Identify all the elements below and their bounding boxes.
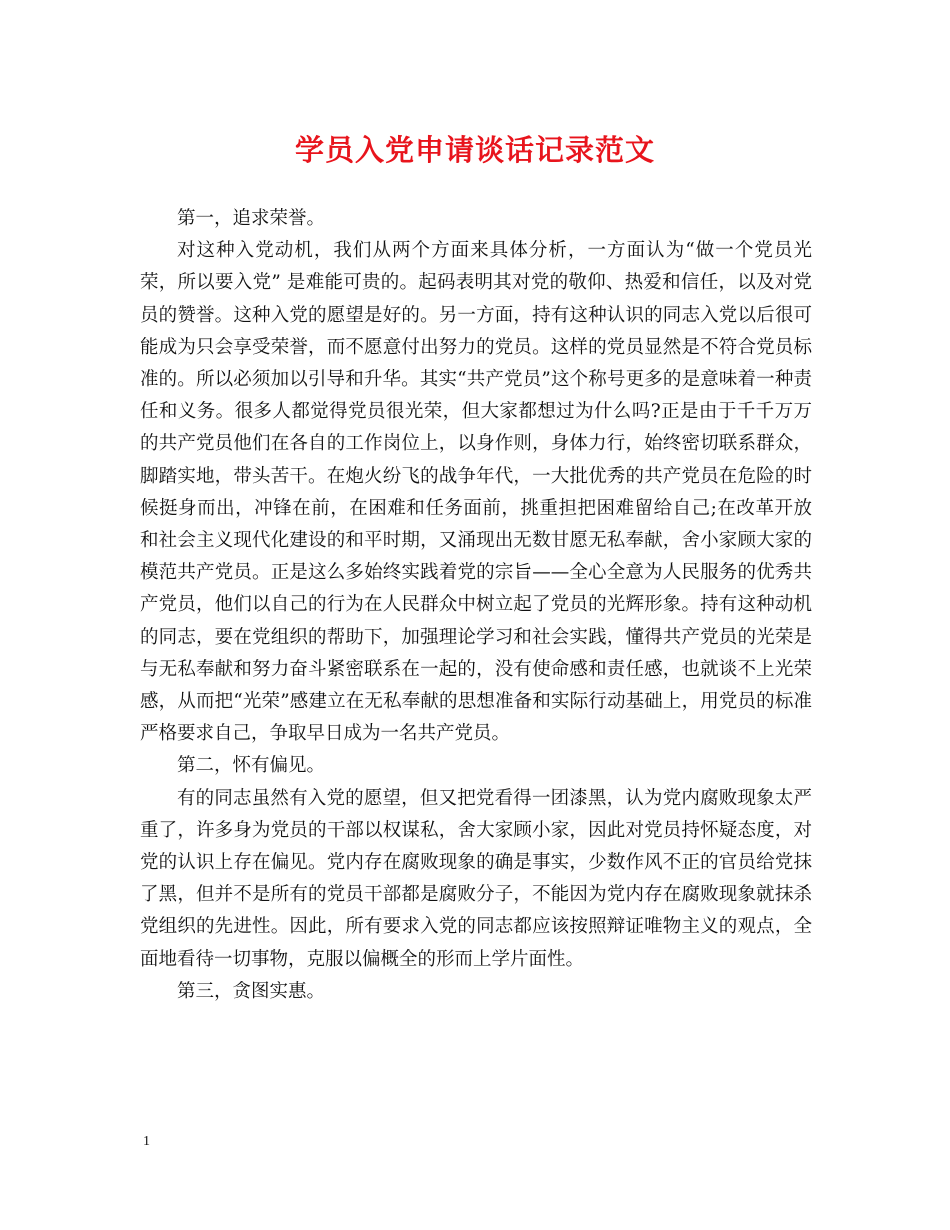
document-body [140,203,812,1008]
paragraph-heading-3: 第三，贪图实惠。 [177,980,326,1002]
page-number: 1 [143,1134,150,1149]
paragraph-1: 对这种入党动机，我们从两个方面来具体分析，一方面认为“做一个党员光荣，所以要入党” 是难能可贵的。起码表明其对党的敬仰、热爱和信任，以及对党员的赞誉。这种入党的愿望是好的。另一方面，持有这种认识的同志入党以后很可能成为只会享受荣誉，而不愿意付出努力的党员。这样的党员显然是不符合党员标准的。所以必须加以引导和升华。其实“共产党员”这个称号更多的是意味着一种责任和义务。很多人都觉得党员很光荣，但大家都想过为什么吗?正是由于千千万万的共产党员他们在各自的工作岗位上，以身作则，身体力行，始终密切联系群众，脚踏实地，带头苦干。在炮火纷飞的战争年代，一大批优秀的共产党员在危险的时候挺身而出，冲锋在前，在困难和任务面前，挑重担把困难留给自己;在改革开放和社会主义现代化建设的和平时期，又涌现出无数甘愿无私奉献，舍小家顾大家的模范共产党员。正是这么多始终实践着党的宗旨——全心全意为人民服务的优秀共产党员，他们以自己的行为在人民群众中树立起了党员的光辉形象。持有这种动机的同志，要在党组织的帮助下，加强理论学习和社会实践，懂得共产党员的光荣是与无私奉献和努力奋斗紧密联系在一起的，没有使命感和责任感，也就谈不上光荣感，从而把“光荣”感建立在无私奉献的思想准备和实际行动基础上，用党员的标准严格要求自己，争取早日成为一名共产党员。 [140,240,812,745]
paragraph-heading-2: 第二，怀有偏见。 [177,755,326,777]
paragraph-heading-1: 第一，追求荣誉。 [177,208,326,229]
paragraph-2: 有的同志虽然有入党的愿望，但又把党看得一团漆黑，认为党内腐败现象太严重了，许多身为党员的干部以权谋私，舍大家顾小家，因此对党员持怀疑态度，对党的认识上存在偏见。党内存在腐败现象的确是事实，少数作风不正的官员给党抹了黑，但并不是所有的党员干部都是腐败分子，不能因为党内存在腐败现象就抹杀党组织的先进性。因此，所有要求入党的同志都应该按照辩证唯物主义的观点，全面地看待一切事物，克服以偏概全的形而上学片面性。 [140,787,812,970]
document-title: 学员入党申请谈话记录范文 [294,133,655,167]
